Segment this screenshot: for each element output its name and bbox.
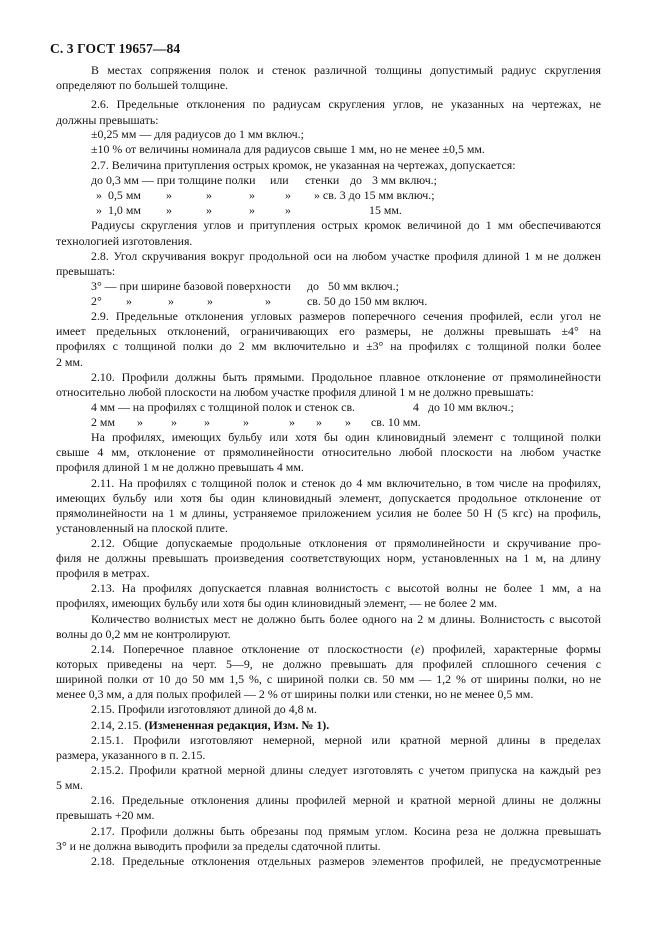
text-fragment: 50 мм включ.; [328,279,399,293]
text-line: филя не должны превышать произведения соответствующих норм, установленных на 1 м, на длину [56,551,601,565]
text-line: профилях, имеющих бульбу или хотя бы один клиновидный элемент, — не более 2 мм. [56,596,498,610]
text-fragment: или [270,173,289,187]
text-line: 2.10. Профили должны быть прямыми. Продольное плавное отклонение от прямолинейности [91,370,601,384]
text-line: 2.11. На профилях с толщиной полок и стенок до 4 мм включительно, в том числе на профилях, [91,476,601,490]
text-fragment: » [206,188,212,202]
text-fragment: 4 мм — на профилях с толщиной полок и стенок св. [91,400,356,414]
text-line [91,279,92,294]
text-fragment: 0,5 мм [108,188,141,202]
symbol-e: e [414,642,421,656]
text-line [91,173,92,188]
text-line: 2 мм. [56,355,83,369]
text-line [96,188,97,203]
text-line: профиля в метрах. [56,566,150,580]
text-line: 2.9. Предельные отклонения угловых размеров поперечного сечения профилей, если угол не [91,309,601,323]
text-line: 2.14. Поперечное плавное отклонение от плоскостности (e) профилей, характерные формы [91,642,601,656]
text-line: шириной полки от 10 до 50 мм 1,5 %, с шириной полки св. 50 мм — 1,2 % от ширины полки, но не [56,672,601,686]
text-line [91,400,92,415]
text-line: установленный на плоской плите. [56,521,228,535]
text-fragment: 4 [413,400,419,414]
text-line: имеющих бульбу или хотя бы один клиновидный элемент, допускается продольное отклонение от [56,491,601,505]
text-line: размера, указанного в п. 2.15. [56,748,206,762]
text-line [91,415,92,430]
text-fragment: » [265,294,271,308]
amendment-note: (Измененная редакция, Изм. № 1). [144,718,330,732]
text-line: 2.6. Предельные отклонения по радиусам скругления углов, не указанных на чертежах, не [91,97,601,111]
text-fragment: » [126,294,132,308]
text-line: 2.7. Величина притупления острых кромок, не указанная на чертежах, допускается: [91,158,516,172]
text-fragment: св. 10 мм. [371,415,421,429]
text-line: имеет предельных отклонений, ограничивающих его размеры, не должны превышать ±4° на [56,324,601,338]
text-fragment: » [168,294,174,308]
text-line: определяют по большей толщине. [56,78,229,92]
text-fragment: » [345,415,351,429]
text-fragment: » [206,203,212,217]
text-line: прямолинейности на 1 м длины, устраняемое приложением усилия не более 50 Н (5 кгс) на профиль, [56,506,601,520]
amendment-ref: 2.14, 2.15. [91,718,145,732]
text-fragment: » [243,415,249,429]
text-line: волны до 0,2 мм не контролируют. [56,627,231,641]
text-fragment: » [285,203,291,217]
text-line: 2.18. Предельные отклонения отдельных размеров элементов профилей, не предусмотренные [91,854,601,868]
text-line: В местах сопряжения полок и стенок различной толщины допустимый радиус скругления [91,63,601,77]
text-fragment: » [96,188,102,202]
text-line: Количество волнистых мест не должно быть более одного на 2 м длины. Волнистость с высотой [91,612,601,626]
text-fragment: » [207,294,213,308]
text-fragment: до 0,3 мм — при толщине полки [91,173,256,187]
text-fragment: » [204,415,210,429]
text-line: должны превышать: [56,113,159,127]
text-fragment: » [166,188,172,202]
text-fragment: 2 мм [91,415,115,429]
text-fragment: до [307,279,319,293]
text-line: ±10 % от величины номинала для радиусов свыше 1 мм, но не менее ±0,5 мм. [91,142,485,156]
text-line: 2.13. На профилях допускается плавная волнистость с высотой волны не более 1 мм, а на [91,581,601,595]
text-fragment: » [166,203,172,217]
text-line [96,203,97,218]
text-line: которых приведены на черт. 5—9, не должно превышать для профилей сплошного сечения с [56,657,601,671]
text-line: относительно любой плоскости на любом участке профиля длиной 1 м не должно превышать: [56,385,534,399]
text-line: превышать +20 мм. [56,808,155,822]
text-line: менее 0,3 мм, а для полых профилей — 2 % от ширины полки или стенки, но не менее 0,5 мм. [56,687,534,701]
text-line: 2.17. Профили должны быть обрезаны под прямым углом. Косина реза не должна превышать [91,824,601,838]
text-line: На профилях, имеющих бульбу или хотя бы один клиновидный элемент с толщиной полки [91,430,601,444]
text-fragment: » [137,415,143,429]
text-line: Радиусы скругления углов и притупления острых кромок величиной до 1 мм обеспечиваются [91,218,601,232]
text-line: 2.15.1. Профили изготовляют немерной, мерной или кратной мерной длины в пределах [91,733,601,747]
text-fragment: » [289,415,295,429]
text-fragment: 3 мм включ.; [372,173,437,187]
text-line: 2.15.2. Профили кратной мерной длины следует изготовлять с учетом припуска на каждый рез [91,763,601,777]
text-fragment: » [96,203,102,217]
text-line: 2.16. Предельные отклонения длины профилей мерной и кратной мерной длины не должны [91,793,601,807]
text-line: профилях с толщиной полки до 2 мм включительно и ±3° на профилях с толщиной полки более [56,339,601,353]
text-fragment: 3° — при ширине базовой поверхности [91,279,291,293]
text-fragment: до 10 мм включ.; [428,400,514,414]
text-fragment: » [171,415,177,429]
page-header: С. 3 ГОСТ 19657—84 [50,41,181,56]
text-line [91,294,92,309]
text-fragment: » св. 3 до 15 мм включ.; [314,188,435,202]
text-line: технологией изготовления. [56,234,193,248]
text-fragment: до [350,173,362,187]
text-fragment: » [249,203,255,217]
text-line: профиля длиной 1 м не должно превышать 4 мм. [56,460,304,474]
text-fragment: стенки [305,173,340,187]
text-fragment: » [285,188,291,202]
text-line: 3° и не должна выводить профили за пределы сдаточной плиты. [56,839,381,853]
text-line: превышать: [56,264,116,278]
text-line: 2.12. Общие допускаемые продольные отклонения от прямолинейности и скручивание про- [91,536,601,550]
text-fragment: 2° [91,294,102,308]
text-fragment: » [249,188,255,202]
text-fragment: » [316,415,322,429]
text-line: свыше 4 мм, отклонение от прямолинейности относительно любой плоскости на любом участке [56,445,601,459]
text-line: ±0,25 мм — для радиусов до 1 мм включ.; [91,127,304,141]
text-fragment: св. 50 до 150 мм включ. [307,294,428,308]
text-line: 5 мм. [56,778,83,792]
text-line [91,718,601,733]
text-fragment: 1,0 мм [108,203,141,217]
text-line: 2.15. Профили изготовляют длиной до 4,8 м. [91,702,318,716]
text-fragment: 15 мм. [369,203,402,217]
text-line: 2.8. Угол скручивания вокруг продольной оси на любом участке профиля длиной 1 м не должен [91,249,601,263]
